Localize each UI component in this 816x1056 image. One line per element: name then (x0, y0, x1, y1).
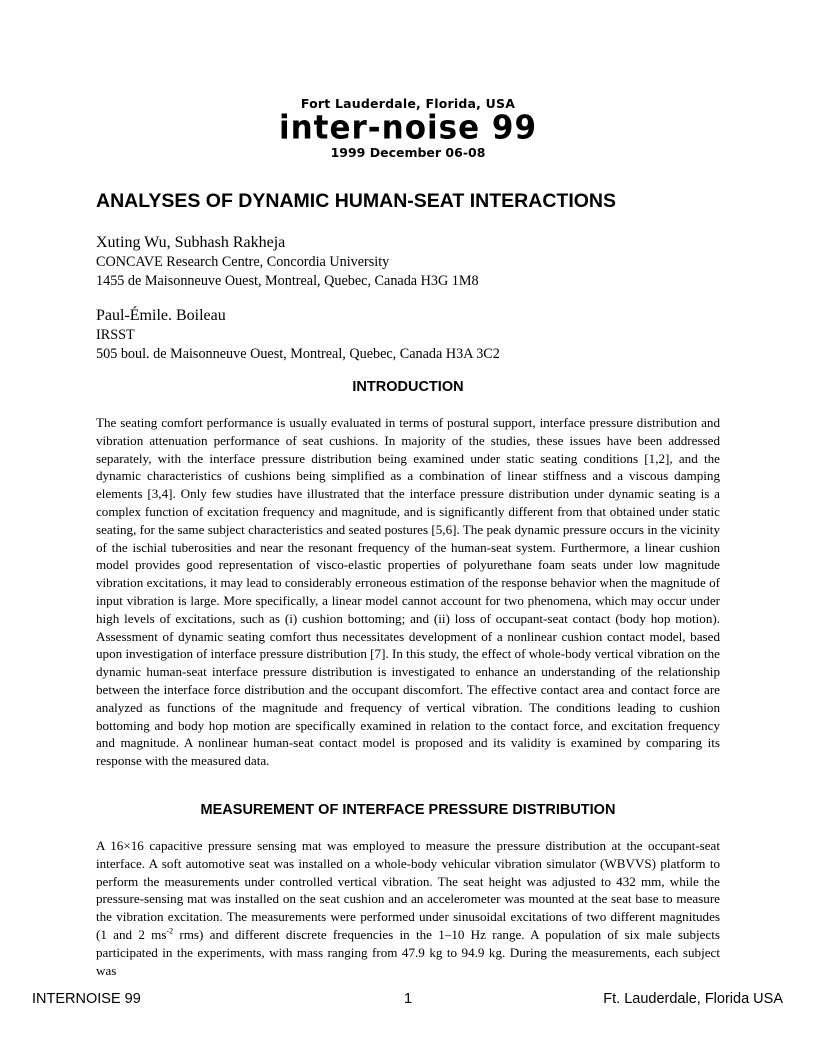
conference-location: Fort Lauderdale, Florida, USA (300, 96, 516, 111)
measurement-paragraph (96, 837, 720, 979)
paper-title: ANALYSES OF DYNAMIC HUMAN-SEAT INTERACTIONS (96, 190, 617, 212)
unit-superscript: -2 (166, 926, 174, 936)
author-address: 1455 de Maisonneuve Ouest, Montreal, Quebec, Canada H3G 1M8 (96, 273, 479, 289)
footer-page-number: 1 (403, 991, 413, 1007)
author-address: 505 boul. de Maisonneuve Ouest, Montreal, Quebec, Canada H3A 3C2 (96, 346, 500, 362)
author-group-2 (96, 305, 500, 364)
author-names: Paul-Émile. Boileau (96, 307, 226, 324)
footer-conference: INTERNOISE 99 (32, 991, 141, 1007)
conference-header (0, 96, 816, 160)
section-heading-introduction: INTRODUCTION (352, 379, 464, 395)
author-group-1 (96, 232, 479, 291)
author-affiliation: CONCAVE Research Centre, Concordia University (96, 254, 390, 270)
author-names: Xuting Wu, Subhash Rakheja (96, 234, 286, 251)
introduction-paragraph: The seating comfort performance is usually evaluated in terms of postural support, interface pressure distribution and vibration attenuation performance of seat cushions. In majority of the studies, these issues have been addressed separately, with the interface pressure distribution being examined under static seating conditions [1,2], and the dynamic characteristics of cushions being simplified as a combination of linear stiffness and a viscous damping elements [3,4]. Only few studies have illustrated that the interface pressure distribution under dynamic seating is a complex function of excitation frequency and magnitude, and is significantly different from that obtained under static seating, for the same subject characteristics and seated postures [5,6]. The peak dynamic pressure occurs in the vicinity of the ischial tuberosities and near the resonant frequency of the human-seat system. Furthermore, a linear cushion model provides good representation of visco-elastic properties of polyurethane foam seats under low magnitude vibration excitations, it may lead to considerably erroneous estimation of the response behavior when the magnitude of input vibration is large. More specifically, a linear model cannot account for two phenomena, which may occur under high levels of excitations, such as (i) cushion bottoming; and (ii) loss of occupant-seat contact (body hop motion). Assessment of dynamic seating comfort thus necessitates development of a nonlinear cushion contact model, based upon investigation of interface pressure distribution [7]. In this study, the effect of whole-body vertical vibration on the dynamic human-seat interface pressure distribution is investigated to enhance an understanding of the relationship between the interface force distribution and the occupant discomfort. The effective contact area and contact force are analyzed as functions of the magnitude and frequency of vertical vibration. The conditions leading to cushion bottoming and body hop motion are specifically examined in relation to the contact force, and excitation frequency and magnitude. A nonlinear human-seat contact model is proposed and its validity is examined by comparing its response with the measured data. (96, 415, 720, 769)
conference-logo: inter-noise 99 (278, 109, 538, 147)
measurement-text-part-2: rms) and different discrete frequencies in the 1–10 Hz range. A population of six male subjects participated in the experiments, with mass ranging from 47.9 kg to 94.9 kg. During the measurements, each subject was (96, 926, 721, 978)
section-heading-measurement: MEASUREMENT OF INTERFACE PRESSURE DISTRIBUTION (200, 802, 616, 818)
footer-location: Ft. Lauderdale, Florida USA (603, 991, 783, 1007)
conference-dates: 1999 December 06-08 (330, 145, 486, 160)
measurement-text-part-1: A 16×16 capacitive pressure sensing mat was employed to measure the pressure distribution at the occupant-seat interface. A soft automotive seat was installed on a whole-body vehicular vibration simulator (WBVVS) platform to perform the measurements under controlled vertical vibration. The seat height was adjusted to 432 mm, while the pressure-sensing mat was installed on the seat cushion and an accelerometer was mounted at the seat base to measure the vibration excitation. The measurements were performed under sinusoidal excitations of two different magnitudes (1 and 2 ms (96, 838, 720, 942)
author-affiliation: IRSST (96, 327, 135, 343)
